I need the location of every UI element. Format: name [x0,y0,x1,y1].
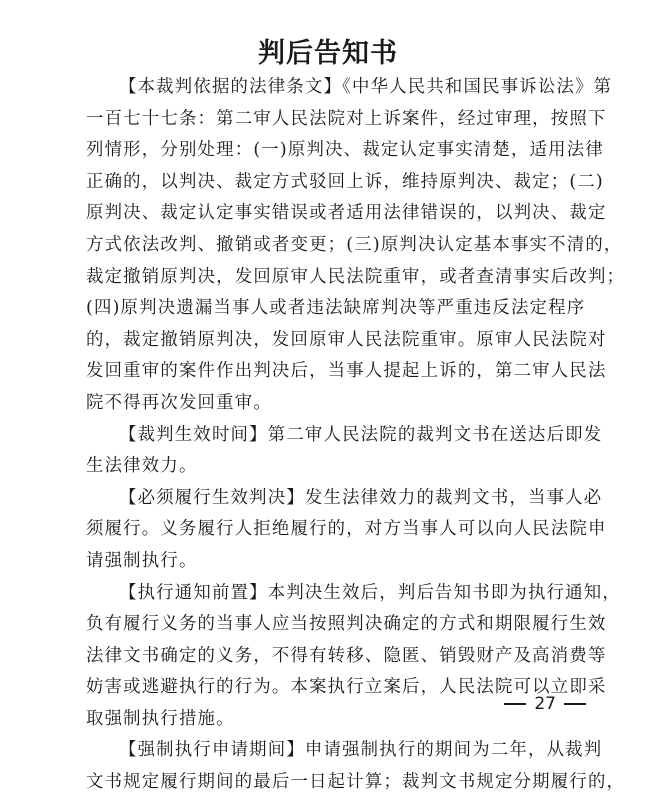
text-line: 原判决、裁定认定事实错误或者适用法律错误的，以判决、裁定 [86,203,607,224]
text-line: 方式依法改判、撤销或者变更；(三)原判决认定基本事实不清的， [86,234,623,255]
text-line: 取强制执行措施。 [86,708,235,729]
text-line: 【强制执行申请期间】申请强制执行的期间为二年，从裁判 [119,740,603,761]
text-line: 文书规定履行期间的最后一日起计算；裁判文书规定分期履行的， [86,772,626,793]
text-line: 妨害或逃避执行的行为。本案执行立案后，人民法院可以立即采 [86,677,607,698]
page-number-right-dash [564,703,586,705]
text-line: 请强制执行。 [86,550,198,571]
text-line: 裁定撤销原判决，发回原审人民法院重审，或者查清事实后改判； [86,266,626,287]
text-line: 【裁判生效时间】第二审人民法院的裁判文书在送达后即发 [119,424,603,445]
text-line: 的，裁定撤销原判决，发回原审人民法院重审。原审人民法院对 [86,329,607,350]
text-line: 生法律效力。 [86,456,198,477]
text-line: 法律文书确定的义务，不得有转移、隐匿、销毁财产及高消费等 [86,645,607,666]
text-line: 列情形，分别处理：(一)原判决、裁定认定事实清楚，适用法律 [86,140,604,161]
page-number-block [504,690,586,718]
text-line: 负有履行义务的当事人应当按照判决确定的方式和期限履行生效 [86,614,607,635]
text-line: 院不得再次发回重审。 [86,392,272,413]
text-line: 正确的，以判决、裁定方式驳回上诉，维持原判决、裁定；(二) [86,171,604,192]
page-footer [0,690,656,720]
text-line: 须履行。义务履行人拒绝履行的，对方当事人可以向人民法院申 [86,519,607,540]
text-line: 一百七十七条：第二审人民法院对上诉案件，经过审理，按照下 [86,108,607,129]
text-line: 发回重审的案件作出判决后，当事人提起上诉的，第二审人民法 [86,361,607,382]
page-number-left-dash [504,703,526,705]
text-line: (四)原判决遗漏当事人或者违法缺席判决等严重违反法定程序 [86,298,586,319]
text-line: 【本裁判依据的法律条文】《中华人民共和国民事诉讼法》第 [119,77,613,97]
text-line: 【必须履行生效判决】发生法律效力的裁判文书，当事人必 [119,487,603,508]
page-number: 27 [534,694,556,714]
document-title: 判后告知书 [258,38,398,69]
text-line: 【执行通知前置】本判决生效后，判后告知书即为执行通知， [119,582,621,603]
